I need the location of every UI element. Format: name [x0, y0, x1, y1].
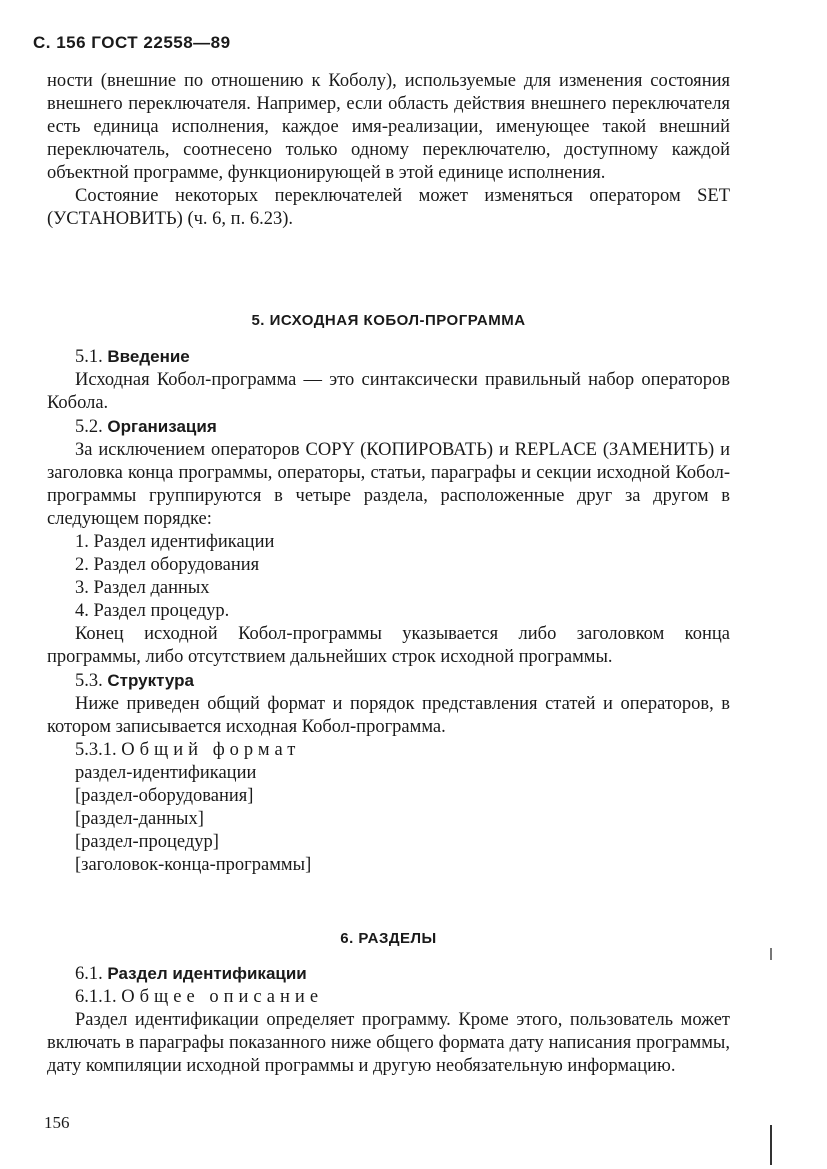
subsection-5-1-heading: [47, 345, 730, 369]
subsection-number: 5.2.: [75, 417, 103, 437]
list-item: 3. Раздел данных: [75, 578, 210, 598]
margin-mark: [770, 1125, 772, 1165]
section-5-heading: 5. ИСХОДНАЯ КОБОЛ-ПРОГРАММА: [251, 312, 526, 329]
subsection-title: Структура: [107, 671, 194, 690]
subsection-title: Общее описание: [121, 987, 324, 1007]
subsection-6-1-1-heading: [47, 986, 730, 1009]
subsection-title: Раздел идентификации: [107, 964, 307, 983]
format-line: [раздел-процедур]: [75, 832, 219, 852]
subsection-title: Введение: [107, 347, 190, 366]
format-line: [раздел-данных]: [75, 809, 204, 829]
section-6-heading: 6. РАЗДЕЛЫ: [340, 930, 437, 947]
subsection-6-1-heading: [47, 962, 730, 986]
margin-mark: [770, 948, 772, 960]
subsection-number: 5.1.: [75, 347, 103, 367]
list-item: 2. Раздел оборудования: [75, 555, 260, 575]
section-5-body: [47, 345, 730, 877]
subsection-number: 5.3.: [75, 671, 103, 691]
list-item: 1. Раздел идентификации: [75, 532, 275, 552]
page-number: 156: [44, 1113, 70, 1132]
format-line: [заголовок-конца-программы]: [75, 855, 312, 875]
subsection-5-2-text: За исключением операторов COPY (КОПИРОВАТЬ) и REPLACE (ЗАМЕНИТЬ) и заголовка конца программы, операторы, статьи, параграфы и секции исходной Кобол-программы группируются в четыре раздела, расположенные друг за другом в следующем порядке:: [47, 440, 730, 529]
subsection-5-2-heading: [47, 415, 730, 439]
list-item: 4. Раздел процедур.: [75, 601, 230, 621]
subsection-5-1-text: Исходная Кобол-программа — это синтаксически правильный набор операторов Кобола.: [47, 370, 730, 413]
format-line: [раздел-оборудования]: [75, 786, 254, 806]
subsection-5-3-1-heading: [47, 739, 730, 762]
subsection-5-3-heading: [47, 669, 730, 693]
subsection-5-3-text: Ниже приведен общий формат и порядок представления статей и операторов, в котором записывается исходная Кобол-программа.: [47, 694, 730, 737]
subsection-number: 5.3.1.: [75, 740, 117, 760]
page-header: С. 156 ГОСТ 22558—89: [33, 33, 231, 52]
subsection-5-2-after: Конец исходной Кобол-программы указывается либо заголовком конца программы, либо отсутствием дальнейших строк исходной программы.: [47, 624, 730, 667]
subsection-number: 6.1.: [75, 964, 103, 984]
subsection-title: Организация: [107, 417, 217, 436]
format-line: раздел-идентификации: [75, 763, 257, 783]
section-6-body: [47, 962, 730, 1078]
intro-text: [47, 70, 730, 231]
subsection-title: Общий формат: [121, 740, 301, 760]
subsection-6-1-1-text: Раздел идентификации определяет программу. Кроме этого, пользователь может включать в параграфы показанного ниже общего формата дату написания программы, дату компиляции исходной программы и другую необязательную информацию.: [47, 1010, 730, 1076]
intro-paragraph-1: ности (внешние по отношению к Коболу), используемые для изменения состояния внешнего переключателя. Например, если область действия внешнего переключателя есть единица исполнения, каждое имя-реализации, именующее такой внешний переключатель, соотнесено только одному переключателю, доступному каждой объектной программе, функционирующей в этой единице исполнения.: [47, 71, 730, 183]
subsection-number: 6.1.1.: [75, 987, 117, 1007]
intro-paragraph-2: Состояние некоторых переключателей может изменяться оператором SET (УСТАНОВИТЬ) (ч. 6, п. 6.23).: [47, 186, 730, 229]
